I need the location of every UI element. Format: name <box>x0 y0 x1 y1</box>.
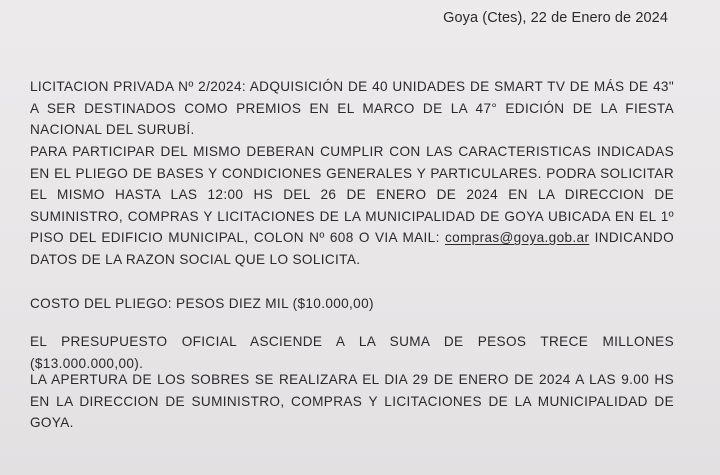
tender-title-paragraph: LICITACION PRIVADA Nº 2/2024: ADQUISICIÓN DE 40 UNIDADES DE SMART TV DE MÁS DE 43" A SER DESTINADOS COMO PREMIOS EN EL MARCO DE LA 47° EDICIÓN DE LA FIESTA NACIONAL DEL SURUBÍ. <box>30 79 674 137</box>
participation-text: PARA PARTICIPAR DEL MISMO DEBERAN CUMPLIR CON LAS CARACTERISTICAS INDICADAS EN EL PLIEGO DE BASES Y CONDICIONES GENERALES Y PARTICULARES. PODRA SOLICITAR EL MISMO HASTA LAS 12:00 HS DEL 26 DE ENERO DE 2024 EN LA DIRECCION DE SUMINISTRO, COMPRAS Y LICITACIONES DE LA MUNICIPALIDAD DE GOYA UBICADA EN EL 1º PISO DEL EDIFICIO MUNICIPAL, COLON Nº 608 O VIA MAIL: <box>30 144 674 245</box>
budget-paragraph: EL PRESUPUESTO OFICIAL ASCIENDE A LA SUMA DE PESOS TRECE MILLONES ($13.000.000,00). <box>30 334 674 371</box>
date-line: Goya (Ctes), 22 de Enero de 2024 <box>443 10 668 26</box>
email-link[interactable]: compras@goya.gob.ar <box>444 230 590 245</box>
cost-paragraph: COSTO DEL PLIEGO: PESOS DIEZ MIL ($10.000,00) <box>30 296 374 311</box>
opening-paragraph: LA APERTURA DE LOS SOBRES SE REALIZARA EL DIA 29 DE ENERO DE 2024 A LAS 9.00 HS EN LA DIRECCION DE SUMINISTRO, COMPRAS Y LICITACIONES DE LA MUNICIPALIDAD DE GOYA. <box>30 372 674 430</box>
participation-paragraph <box>30 141 674 270</box>
participation-text-end: INDICANDO DATOS DE LA RAZON SOCIAL QUE LO SOLICITA. <box>30 230 674 267</box>
